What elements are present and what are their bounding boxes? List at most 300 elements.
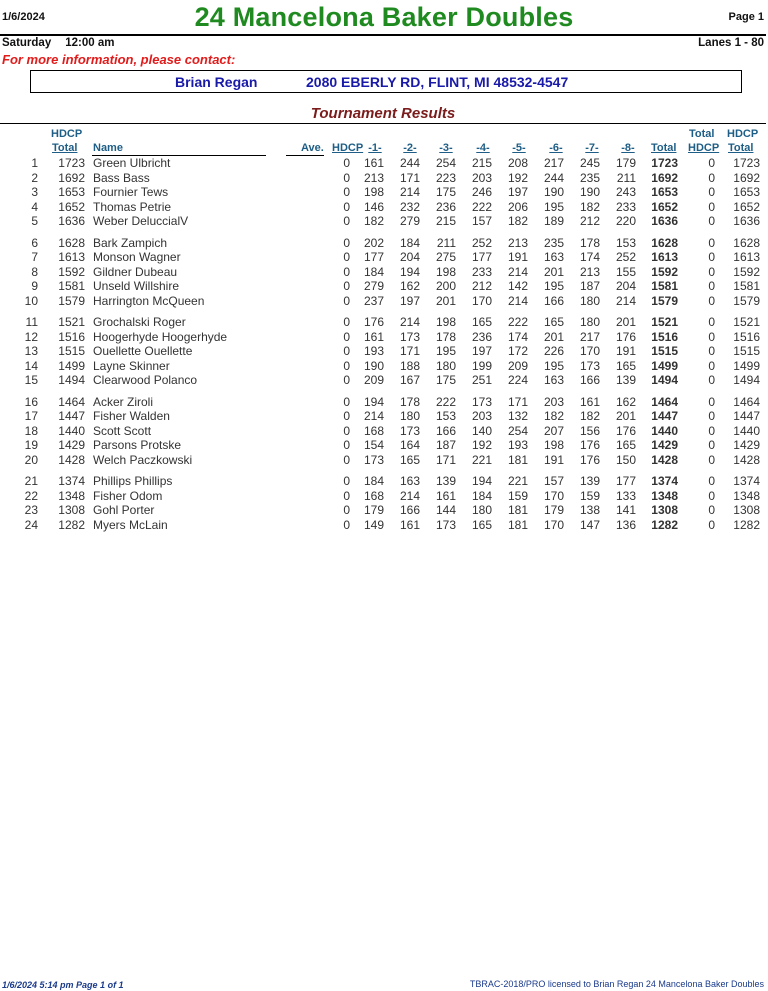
game-8-cell: 243 [615, 185, 636, 199]
game-5-cell: 197 [507, 185, 528, 199]
hdcp-total-final-cell: 1308 [733, 503, 760, 517]
place-cell: 13 [24, 344, 38, 358]
game-8-cell: 155 [615, 264, 636, 279]
game-3-cell: 187 [435, 438, 456, 452]
game-5-cell: 209 [507, 358, 528, 373]
game-7-cell: 180 [579, 315, 600, 329]
game-3-cell: 173 [435, 517, 456, 532]
session-day: Saturday [2, 37, 52, 49]
hdcp-total-cell: 1440 [58, 423, 85, 438]
table-row [0, 185, 768, 199]
game-2-cell: 178 [399, 394, 420, 409]
place-cell: 14 [24, 358, 38, 373]
game-6-cell: 201 [543, 329, 564, 344]
game-2-cell: 167 [399, 373, 420, 387]
game-1-cell: 214 [363, 409, 384, 423]
hdcp-total-final-cell: 1579 [733, 293, 760, 308]
col-game-5: -5- [512, 142, 526, 154]
game-7-cell: 139 [579, 474, 600, 488]
game-1-cell: 154 [363, 438, 384, 452]
game-2-cell: 194 [399, 264, 420, 279]
game-5-cell: 224 [507, 373, 528, 387]
game-4-cell: 199 [471, 358, 492, 373]
game-6-cell: 198 [543, 438, 564, 452]
team-name-cell: Fournier Tews [93, 185, 169, 199]
game-7-cell: 180 [579, 293, 600, 308]
place-cell: 10 [24, 293, 38, 308]
game-2-cell: 180 [399, 409, 420, 423]
game-1-cell: 194 [363, 394, 384, 409]
col-hdcp-total-bottom: Total [52, 142, 78, 154]
game-8-cell: 177 [615, 474, 636, 488]
game-3-cell: 175 [435, 373, 456, 387]
game-6-cell: 201 [543, 264, 564, 279]
team-name-cell: Acker Ziroli [93, 394, 154, 409]
place-cell: 8 [31, 264, 38, 279]
game-2-cell: 165 [399, 452, 420, 467]
total-cell: 1447 [651, 409, 678, 423]
game-8-cell: 162 [615, 394, 636, 409]
table-row [0, 474, 768, 488]
place-cell: 5 [31, 214, 38, 228]
game-3-cell: 171 [435, 452, 456, 467]
table-row [0, 518, 768, 532]
game-1-cell: 190 [363, 358, 384, 373]
game-5-cell: 213 [507, 235, 528, 250]
team-name-cell: Layne Skinner [93, 358, 170, 373]
table-row [0, 171, 768, 185]
game-2-cell: 279 [399, 214, 420, 228]
game-3-cell: 236 [435, 199, 456, 214]
game-1-cell: 146 [363, 199, 384, 214]
hdcp-total-final-cell: 1692 [733, 170, 760, 185]
col-hdcp: HDCP [332, 142, 364, 154]
game-8-cell: 165 [615, 438, 636, 452]
hdcp-total-cell: 1636 [58, 214, 85, 228]
total-cell: 1494 [651, 373, 678, 387]
hdcp-cell: 0 [343, 503, 350, 517]
game-4-cell: 203 [471, 409, 492, 423]
game-4-cell: 165 [471, 315, 492, 329]
total-hdcp-cell: 0 [708, 517, 715, 532]
hdcp-cell: 0 [343, 293, 350, 308]
team-name-cell: Hoogerhyde Hoogerhyde [93, 329, 228, 344]
table-row [0, 250, 768, 264]
total-hdcp-cell: 0 [708, 199, 715, 214]
hdcp-total-cell: 1723 [58, 156, 85, 170]
game-3-cell: 215 [435, 214, 456, 228]
col-game-4: -4- [476, 142, 490, 154]
hdcp-total-final-cell: 1636 [733, 214, 760, 228]
total-cell: 1653 [651, 185, 678, 199]
game-2-cell: 162 [399, 279, 420, 293]
game-8-cell: 214 [615, 293, 636, 308]
game-6-cell: 163 [543, 250, 564, 264]
game-6-cell: 226 [543, 344, 564, 358]
game-6-cell: 165 [543, 315, 564, 329]
game-4-cell: 246 [471, 185, 492, 199]
team-name-cell: Bass Bass [93, 170, 150, 185]
team-name-cell: Fisher Odom [93, 488, 163, 503]
game-7-cell: 174 [579, 250, 600, 264]
game-3-cell: 222 [435, 394, 456, 409]
place-cell: 24 [24, 517, 38, 532]
hdcp-total-final-cell: 1628 [733, 235, 760, 250]
total-hdcp-cell: 0 [708, 329, 715, 344]
game-5-cell: 254 [507, 423, 528, 438]
total-hdcp-cell: 0 [708, 423, 715, 438]
game-6-cell: 195 [543, 358, 564, 373]
game-1-cell: 182 [363, 214, 384, 228]
hdcp-cell: 0 [343, 199, 350, 214]
game-6-cell: 157 [543, 474, 564, 488]
game-4-cell: 215 [471, 156, 492, 170]
total-cell: 1636 [651, 214, 678, 228]
col-total: Total [651, 142, 677, 154]
total-cell: 1581 [651, 279, 678, 293]
table-row [0, 438, 768, 452]
total-cell: 1374 [651, 474, 678, 488]
total-hdcp-cell: 0 [708, 394, 715, 409]
lanes-range: Lanes 1 - 80 [698, 37, 764, 49]
hdcp-total-cell: 1692 [58, 170, 85, 185]
game-5-cell: 142 [507, 279, 528, 293]
total-cell: 1348 [651, 488, 678, 503]
hdcp-total-final-cell: 1521 [733, 315, 760, 329]
game-6-cell: 163 [543, 373, 564, 387]
total-cell: 1464 [651, 394, 678, 409]
table-row [0, 395, 768, 409]
game-3-cell: 178 [435, 329, 456, 344]
hdcp-cell: 0 [343, 315, 350, 329]
hdcp-total-cell: 1613 [58, 250, 85, 264]
hdcp-cell: 0 [343, 394, 350, 409]
hdcp-cell: 0 [343, 373, 350, 387]
game-7-cell: 176 [579, 452, 600, 467]
session-day-time [2, 37, 114, 49]
total-hdcp-cell: 0 [708, 264, 715, 279]
game-3-cell: 144 [435, 503, 456, 517]
game-5-cell: 214 [507, 293, 528, 308]
table-row [0, 265, 768, 279]
hdcp-total-final-cell: 1592 [733, 264, 760, 279]
col-game-6: -6- [549, 142, 563, 154]
game-1-cell: 184 [363, 264, 384, 279]
total-hdcp-cell: 0 [708, 344, 715, 358]
game-5-cell: 182 [507, 214, 528, 228]
hdcp-cell: 0 [343, 452, 350, 467]
hdcp-total-cell: 1628 [58, 235, 85, 250]
team-name-cell: Monson Wagner [93, 250, 181, 264]
total-hdcp-cell: 0 [708, 170, 715, 185]
total-cell: 1652 [651, 199, 678, 214]
footer-timestamp: 1/6/2024 5:14 pm Page 1 of 1 [2, 980, 124, 990]
game-3-cell: 223 [435, 170, 456, 185]
table-row [0, 330, 768, 344]
game-5-cell: 206 [507, 199, 528, 214]
game-3-cell: 275 [435, 250, 456, 264]
game-4-cell: 165 [471, 517, 492, 532]
place-cell: 6 [31, 235, 38, 250]
game-2-cell: 173 [399, 423, 420, 438]
table-row [0, 236, 768, 250]
hdcp-cell: 0 [343, 170, 350, 185]
game-8-cell: 179 [615, 156, 636, 170]
game-5-cell: 132 [507, 409, 528, 423]
game-7-cell: 170 [579, 344, 600, 358]
game-4-cell: 197 [471, 344, 492, 358]
team-name-cell: Myers McLain [93, 517, 168, 532]
table-row [0, 214, 768, 228]
game-1-cell: 184 [363, 474, 384, 488]
total-cell: 1516 [651, 329, 678, 344]
game-3-cell: 166 [435, 423, 456, 438]
game-5-cell: 159 [507, 488, 528, 503]
hdcp-cell: 0 [343, 250, 350, 264]
total-hdcp-cell: 0 [708, 409, 715, 423]
game-7-cell: 147 [579, 517, 600, 532]
place-cell: 15 [24, 373, 38, 387]
game-8-cell: 176 [615, 329, 636, 344]
game-7-cell: 182 [579, 409, 600, 423]
col-game-8: -8- [621, 142, 635, 154]
game-6-cell: 191 [543, 452, 564, 467]
team-name-cell: Clearwood Polanco [93, 373, 198, 387]
game-5-cell: 222 [507, 315, 528, 329]
game-1-cell: 279 [363, 279, 384, 293]
place-cell: 16 [24, 394, 38, 409]
game-7-cell: 187 [579, 279, 600, 293]
game-8-cell: 233 [615, 199, 636, 214]
game-2-cell: 171 [399, 170, 420, 185]
game-2-cell: 164 [399, 438, 420, 452]
hdcp-total-cell: 1429 [58, 438, 85, 452]
total-cell: 1429 [651, 438, 678, 452]
col-ave: Ave. [301, 142, 324, 154]
game-7-cell: 182 [579, 199, 600, 214]
place-cell: 18 [24, 423, 38, 438]
game-7-cell: 213 [579, 264, 600, 279]
total-cell: 1692 [651, 170, 678, 185]
game-2-cell: 171 [399, 344, 420, 358]
game-1-cell: 149 [363, 517, 384, 532]
game-2-cell: 188 [399, 358, 420, 373]
game-4-cell: 184 [471, 488, 492, 503]
team-name-cell: Ouellette Ouellette [93, 344, 193, 358]
game-5-cell: 193 [507, 438, 528, 452]
game-5-cell: 208 [507, 156, 528, 170]
game-3-cell: 198 [435, 315, 456, 329]
game-7-cell: 161 [579, 394, 600, 409]
game-8-cell: 139 [615, 373, 636, 387]
hdcp-total-cell: 1521 [58, 315, 85, 329]
team-name-cell: Weber DeluccialV [93, 214, 189, 228]
col-game-1: -1- [368, 142, 382, 154]
game-5-cell: 181 [507, 452, 528, 467]
total-cell: 1515 [651, 344, 678, 358]
game-6-cell: 244 [543, 170, 564, 185]
total-hdcp-cell: 0 [708, 156, 715, 170]
hdcp-cell: 0 [343, 156, 350, 170]
total-hdcp-cell: 0 [708, 452, 715, 467]
hdcp-total-final-cell: 1464 [733, 394, 760, 409]
game-4-cell: 140 [471, 423, 492, 438]
game-1-cell: 177 [363, 250, 384, 264]
total-cell: 1440 [651, 423, 678, 438]
table-row [0, 294, 768, 308]
hdcp-total-cell: 1581 [58, 279, 85, 293]
game-3-cell: 200 [435, 279, 456, 293]
session-time: 12:00 am [65, 37, 115, 49]
page-number: Page 1 [728, 11, 764, 23]
total-hdcp-cell: 0 [708, 214, 715, 228]
place-cell: 12 [24, 329, 38, 344]
col-game-2: -2- [403, 142, 417, 154]
table-row [0, 373, 768, 387]
team-name-cell: Thomas Petrie [93, 199, 172, 214]
total-cell: 1579 [651, 293, 678, 308]
game-7-cell: 190 [579, 185, 600, 199]
game-8-cell: 220 [615, 214, 636, 228]
total-cell: 1428 [651, 452, 678, 467]
table-row [0, 200, 768, 214]
table-row [0, 156, 768, 170]
tournament-title: 24 Mancelona Baker Doubles [194, 2, 574, 32]
hdcp-cell: 0 [343, 279, 350, 293]
team-name-cell: Fisher Walden [93, 409, 170, 423]
game-4-cell: 192 [471, 438, 492, 452]
game-8-cell: 150 [615, 452, 636, 467]
table-row [0, 409, 768, 423]
game-8-cell: 136 [615, 517, 636, 532]
col-hdcp-total2-top: HDCP [727, 128, 759, 140]
results-rule [0, 123, 766, 124]
hdcp-total-final-cell: 1723 [733, 156, 760, 170]
game-3-cell: 180 [435, 358, 456, 373]
hdcp-total-cell: 1348 [58, 488, 85, 503]
game-2-cell: 161 [399, 517, 420, 532]
place-cell: 11 [25, 315, 38, 329]
total-hdcp-cell: 0 [708, 293, 715, 308]
col-total-hdcp-bottom: HDCP [688, 142, 720, 154]
hdcp-cell: 0 [343, 264, 350, 279]
game-1-cell: 173 [363, 452, 384, 467]
game-6-cell: 189 [543, 214, 564, 228]
table-row [0, 279, 768, 293]
game-3-cell: 201 [435, 293, 456, 308]
report-date: 1/6/2024 [2, 11, 45, 23]
game-1-cell: 193 [363, 344, 384, 358]
table-row [0, 359, 768, 373]
game-5-cell: 221 [507, 474, 528, 488]
game-4-cell: 177 [471, 250, 492, 264]
game-7-cell: 235 [579, 170, 600, 185]
total-hdcp-cell: 0 [708, 438, 715, 452]
game-6-cell: 203 [543, 394, 564, 409]
game-8-cell: 204 [615, 279, 636, 293]
hdcp-total-cell: 1579 [58, 293, 85, 308]
total-cell: 1613 [651, 250, 678, 264]
results-title: Tournament Results [310, 105, 456, 122]
game-4-cell: 221 [471, 452, 492, 467]
hdcp-total-cell: 1464 [58, 394, 85, 409]
hdcp-total-cell: 1516 [58, 329, 85, 344]
hdcp-total-cell: 1428 [58, 452, 85, 467]
game-5-cell: 181 [507, 517, 528, 532]
table-row [0, 424, 768, 438]
game-2-cell: 214 [399, 488, 420, 503]
place-cell: 2 [31, 170, 38, 185]
game-1-cell: 237 [363, 293, 384, 308]
game-6-cell: 170 [543, 488, 564, 503]
place-cell: 4 [31, 199, 38, 214]
place-cell: 23 [24, 503, 38, 517]
col-game-3: -3- [439, 142, 453, 154]
total-hdcp-cell: 0 [708, 474, 715, 488]
team-name-cell: Unseld Willshire [93, 279, 180, 293]
game-5-cell: 191 [507, 250, 528, 264]
game-8-cell: 252 [615, 250, 636, 264]
hdcp-cell: 0 [343, 358, 350, 373]
hdcp-total-final-cell: 1653 [733, 185, 760, 199]
total-cell: 1592 [651, 264, 678, 279]
game-6-cell: 170 [543, 517, 564, 532]
total-cell: 1723 [651, 156, 678, 170]
total-cell: 1282 [651, 517, 678, 532]
table-row [0, 315, 768, 329]
hdcp-total-cell: 1282 [58, 517, 85, 532]
hdcp-total-final-cell: 1613 [733, 250, 760, 264]
hdcp-cell: 0 [343, 423, 350, 438]
game-2-cell: 184 [399, 235, 420, 250]
game-2-cell: 244 [399, 156, 420, 170]
game-3-cell: 161 [435, 488, 456, 503]
game-6-cell: 190 [543, 185, 564, 199]
hdcp-total-cell: 1308 [58, 503, 85, 517]
hdcp-total-cell: 1494 [58, 373, 85, 387]
team-name-cell: Gohl Porter [93, 503, 155, 517]
hdcp-cell: 0 [343, 344, 350, 358]
hdcp-cell: 0 [343, 214, 350, 228]
game-8-cell: 176 [615, 423, 636, 438]
team-name-cell: Phillips Phillips [93, 474, 173, 488]
team-name-cell: Gildner Dubeau [93, 264, 178, 279]
hdcp-cell: 0 [343, 409, 350, 423]
place-cell: 20 [24, 452, 38, 467]
game-7-cell: 159 [579, 488, 600, 503]
game-1-cell: 168 [363, 423, 384, 438]
game-1-cell: 161 [363, 329, 384, 344]
game-2-cell: 232 [399, 199, 420, 214]
game-5-cell: 214 [507, 264, 528, 279]
game-8-cell: 201 [615, 315, 636, 329]
hdcp-total-final-cell: 1428 [733, 452, 760, 467]
total-hdcp-cell: 0 [708, 503, 715, 517]
footer-license: TBRAC-2018/PRO licensed to Brian Regan 24 Mancelona Baker Doubles [469, 979, 764, 989]
team-name-cell: Harrington McQueen [93, 293, 205, 308]
hdcp-total-cell: 1499 [58, 358, 85, 373]
game-7-cell: 217 [579, 329, 600, 344]
game-5-cell: 171 [507, 394, 528, 409]
col-total-hdcp-top: Total [689, 128, 715, 140]
game-6-cell: 166 [543, 293, 564, 308]
game-6-cell: 207 [543, 423, 564, 438]
game-7-cell: 166 [579, 373, 600, 387]
game-3-cell: 254 [435, 156, 456, 170]
total-hdcp-cell: 0 [708, 235, 715, 250]
hdcp-total-final-cell: 1440 [733, 423, 760, 438]
game-1-cell: 168 [363, 488, 384, 503]
